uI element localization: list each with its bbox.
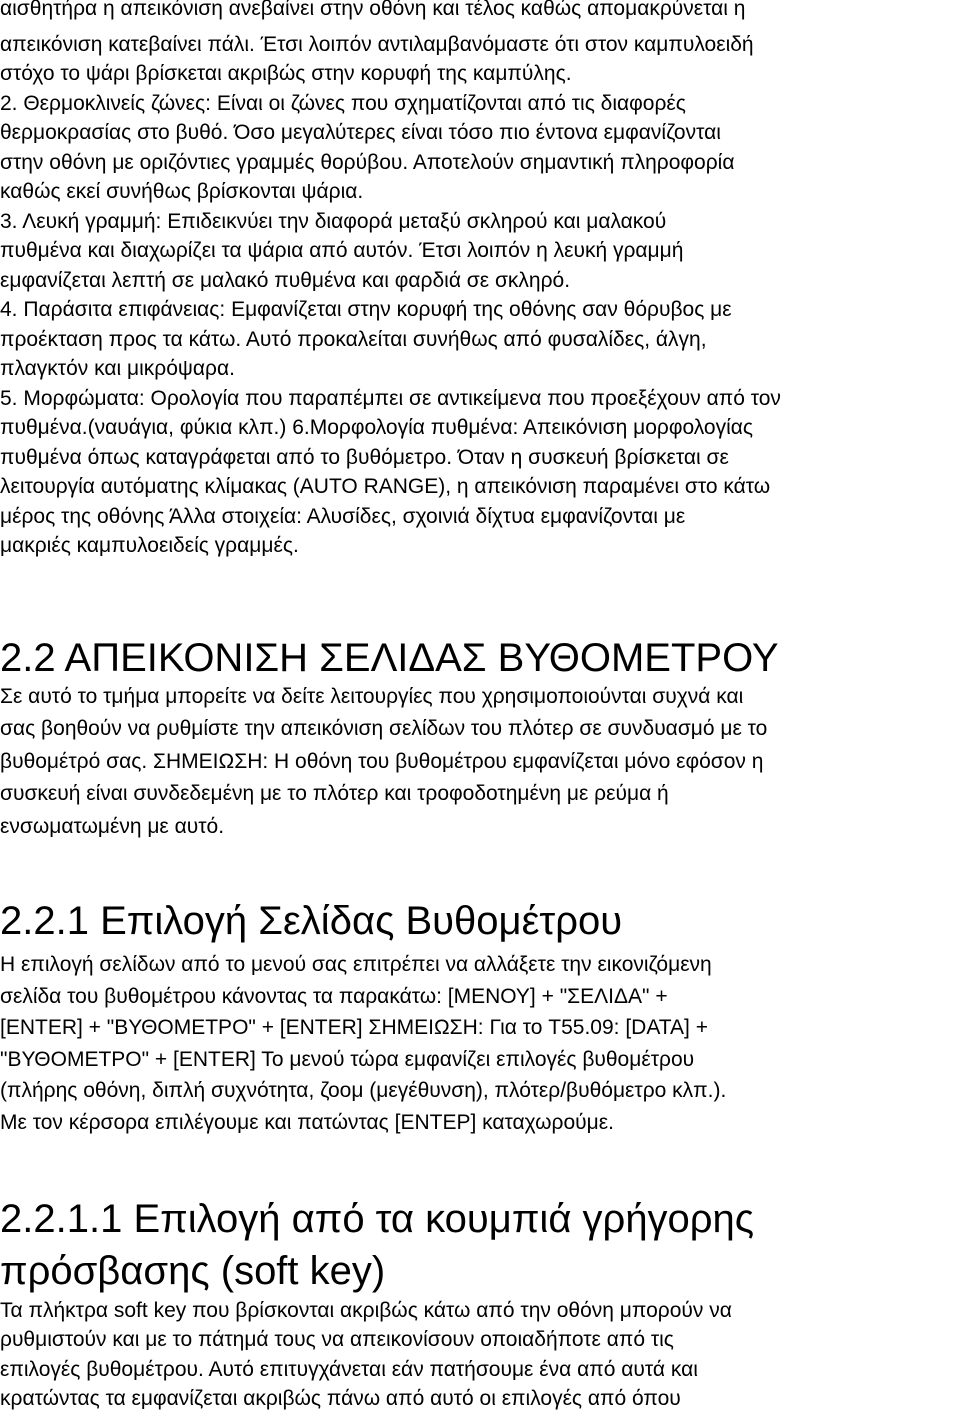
section-heading-2-2: 2.2 ΑΠΕΙΚΟΝΙΣΗ ΣΕΛΙΔΑΣ ΒΥΘΟΜΕΤΡΟΥ <box>0 636 779 680</box>
item-5-line: 5. Μορφώματα: Ορολογία που παραπέμπει σε αντικείμενα που προεξέχουν από τον <box>0 387 781 410</box>
section-heading-2-2-1-1: 2.2.1.1 Επιλογή από τα κουμπιά γρήγορης <box>0 1197 755 1241</box>
section-2-2-line: ενσωματωμένη με αυτό. <box>0 815 225 838</box>
section-2-2-line: Σε αυτό το τμήμα μπορείτε να δείτε λειτουργίες που χρησιμοποιούνται συχνά και <box>0 685 744 708</box>
intro-line: απεικόνιση κατεβαίνει πάλι. Έτσι λοιπόν αντιλαμβανόμαστε ότι στον καμπυλοειδή <box>0 33 754 56</box>
intro-line: αισθητήρα η απεικόνιση ανεβαίνει στην οθόνη και τέλος καθώς απομακρύνεται η <box>0 0 746 20</box>
section-2-2-line: σας βοηθούν να ρυθμίστε την απεικόνιση σελίδων του πλότερ σε συνδυασμό με το <box>0 717 768 740</box>
section-2-2-line: βυθομέτρό σας. ΣΗΜΕΙΩΣΗ: Η οθόνη του βυθομέτρου εμφανίζεται μόνο εφόσον η <box>0 750 764 773</box>
item-4-line: προέκταση προς τα κάτω. Αυτό προκαλείται συνήθως από φυσαλίδες, άλγη, <box>0 328 707 351</box>
section-2-2-1-1-line: κρατώντας τα εμφανίζεται ακριβώς πάνω από αυτό οι επιλογές από όπου <box>0 1387 681 1410</box>
item-3-line: 3. Λευκή γραμμή: Επιδεικνύει την διαφορά μεταξύ σκληρού και μαλακού <box>0 210 667 233</box>
item-5-line: λειτουργία αυτόματης κλίμακας (AUTO RANGE), η απεικόνιση παραμένει στο κάτω <box>0 475 771 498</box>
section-2-2-1-line: (πλήρης οθόνη, διπλή συχνότητα, ζοομ (μεγέθυνση), πλότερ/βυθόμετρο κλπ.). <box>0 1079 727 1102</box>
section-2-2-line: συσκευή είναι συνδεδεμένη με το πλότερ και τροφοδοτημένη με ρεύμα ή <box>0 782 669 805</box>
section-heading-2-2-1: 2.2.1 Επιλογή Σελίδας Βυθομέτρου <box>0 899 623 943</box>
section-2-2-1-line: Η επιλογή σελίδων από το μενού σας επιτρέπει να αλλάξετε την εικονιζόμενη <box>0 953 712 976</box>
item-5-line: πυθμένα.(ναυάγια, φύκια κλπ.) 6.Μορφολογία πυθμένα: Απεικόνιση μορφολογίας <box>0 416 754 439</box>
section-2-2-1-1-line: επιλογές βυθομέτρου. Αυτό επιτυγχάνεται εάν πατήσουμε ένα από αυτά και <box>0 1358 698 1381</box>
section-2-2-1-line: Με τον κέρσορα επιλέγουμε και πατώντας [ΕΝΤΕΡ] καταχωρούμε. <box>0 1111 614 1134</box>
item-2-line: καθώς εκεί συνήθως βρίσκονται ψάρια. <box>0 180 364 203</box>
section-2-2-1-1-line: Τα πλήκτρα soft key που βρίσκονται ακριβώς κάτω από την οθόνη μπορούν να <box>0 1299 732 1322</box>
section-2-2-1-1-line: ρυθμιστούν και με το πάτημά τους να απεικονίσουν οποιαδήποτε από τις <box>0 1328 674 1351</box>
item-4-line: 4. Παράσιτα επιφάνειας: Εμφανίζεται στην κορυφή της οθόνης σαν θόρυβος με <box>0 298 732 321</box>
section-2-2-1-line: [ENTER] + "ΒΥΘΟΜΕΤΡΟ" + [ENTER] ΣΗΜΕΙΩΣΗ: Για το T55.09: [DATA] + <box>0 1016 708 1039</box>
item-2-line: 2. Θερμοκλινείς ζώνες: Είναι οι ζώνες που σχηματίζονται από τις διαφορές <box>0 92 686 115</box>
item-5-line: μακριές καμπυλοειδείς γραμμές. <box>0 534 299 557</box>
item-5-line: μέρος της οθόνης Άλλα στοιχεία: Αλυσίδες, σχοινιά δίχτυα εμφανίζονται με <box>0 505 686 528</box>
item-2-line: στην οθόνη με οριζόντιες γραμμές θορύβου. Αποτελούν σημαντική πληροφορία <box>0 151 735 174</box>
item-2-line: θερμοκρασίας στο βυθό. Όσο μεγαλύτερες είναι τόσο πιο έντονα εμφανίζονται <box>0 121 721 144</box>
section-2-2-1-line: "ΒΥΘΟΜΕΤΡΟ" + [ENTER] Το μενού τώρα εμφανίζει επιλογές βυθομέτρου <box>0 1048 695 1071</box>
item-4-line: πλαγκτόν και μικρόψαρα. <box>0 357 235 380</box>
item-5-line: πυθμένα όπως καταγράφεται από το βυθόμετρο. Όταν η συσκευή βρίσκεται σε <box>0 446 729 469</box>
intro-line: στόχο το ψάρι βρίσκεται ακριβώς στην κορυφή της καμπύλης. <box>0 62 572 85</box>
section-heading-2-2-1-1-cont: πρόσβασης (soft key) <box>0 1249 386 1293</box>
section-2-2-1-line: σελίδα του βυθομέτρου κάνοντας τα παρακάτω: [ΜΕΝΟΥ] + "ΣΕΛΙΔΑ" + <box>0 985 668 1008</box>
item-3-line: πυθμένα και διαχωρίζει τα ψάρια από αυτόν. Έτσι λοιπόν η λευκή γραμμή <box>0 239 684 262</box>
item-3-line: εμφανίζεται λεπτή σε μαλακό πυθμένα και φαρδιά σε σκληρό. <box>0 269 571 292</box>
